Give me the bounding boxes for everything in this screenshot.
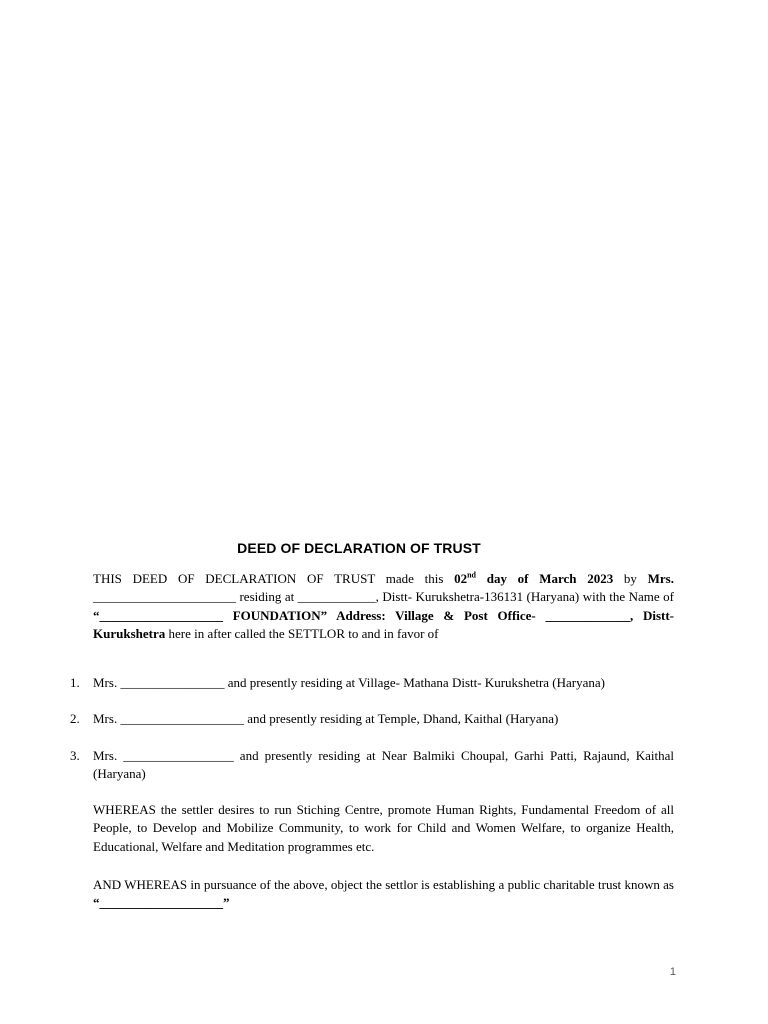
document-title: DEED OF DECLARATION OF TRUST: [237, 540, 481, 556]
list-item-text: Mrs. _________________ and presently residing at Near Balmiki Choupal, Garhi Patti, Rajaund, Kaithal (Haryana): [93, 748, 674, 782]
list-item-number: 2.: [70, 711, 80, 726]
intro-mrs-label: Mrs.: [647, 571, 674, 586]
intro-text-2: by: [613, 571, 648, 586]
intro-text-3: ______________________ residing at ____________, Distt- Kurukshetra-136131 (Haryana) with the Name of: [93, 589, 674, 605]
trust-name-blank: “___________________”: [93, 895, 230, 911]
list-item-number: 1.: [70, 675, 80, 690]
intro-date-sup: nd: [467, 570, 476, 580]
intro-text-1: THIS DEED OF DECLARATION OF TRUST made this: [93, 571, 455, 586]
page-number: 1: [669, 966, 676, 978]
intro-text-4: here in after called the SETTLOR to and in favor of: [165, 626, 439, 642]
intro-date-day: 02: [454, 571, 468, 586]
intro-paragraph: [93, 570, 674, 644]
list-item-text: Mrs. ________________ and presently residing at Village- Mathana Distt- Kurukshetra (Haryana): [93, 675, 605, 690]
intro-date-rest: day of March 2023: [476, 571, 614, 586]
whereas-paragraph: WHEREAS the settler desires to run Stiching Centre, promote Human Rights, Fundamental Freedom of all People, to Develop and Mobilize Community, to work for Child and Women Welfare, to organize Health, Educational, Welfare and Meditation programmes etc.: [93, 802, 674, 854]
and-whereas-paragraph: [93, 876, 674, 913]
intro-foundation: “___________________ FOUNDATION” Address: Village & Post Office- _____________, Distt- Kurukshetra: [93, 607, 674, 642]
and-whereas-text: AND WHEREAS in pursuance of the above, object the settlor is establishing a public charitable trust known as: [93, 877, 674, 892]
list-item-number: 3.: [70, 748, 80, 763]
list-item-text: Mrs. ___________________ and presently residing at Temple, Dhand, Kaithal (Haryana): [93, 711, 559, 726]
intro-date: [454, 571, 613, 586]
